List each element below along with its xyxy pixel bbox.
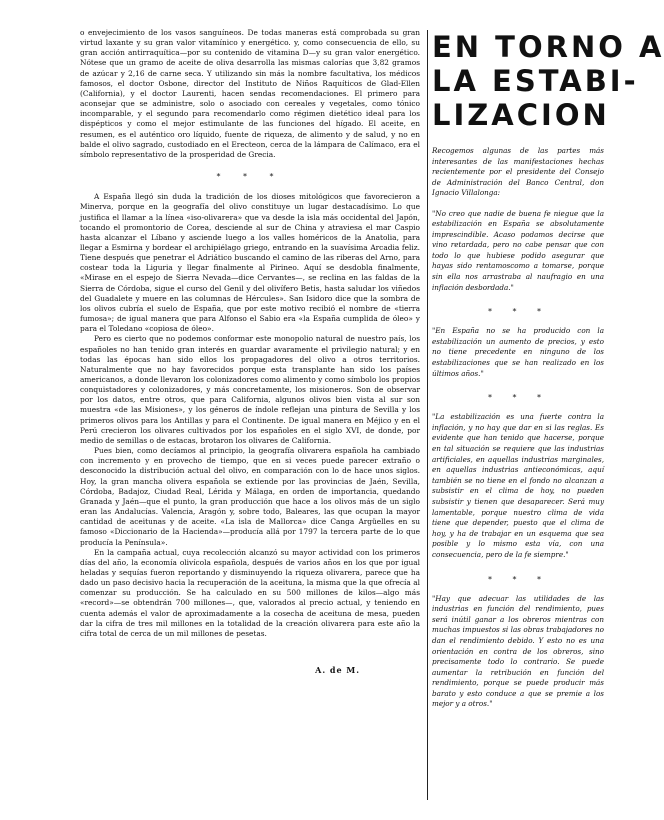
column-divider — [427, 30, 428, 800]
section-separator: * * * — [216, 172, 284, 182]
sidebar-quote-4: "Hay que adecuar las utilidades de las industrias en función del rendimiento, pues será inútil ganar a los obreros mientras con muchas impuestos si las obras trabajadores no dan el rendimiento debido. Y esto no es una orientación en contra de los obreros, sino precisamente todo lo contrario. Se puede aumentar la retribución en función del rendimiento, porque se puede producir más barato y esto conduce a que se premie a los mejor y a otros." — [432, 593, 604, 709]
sidebar-quote-2: "En España no se ha producido con la estabilización un aumento de precios, y esto no tiene precedente en ninguno de los estabilizaciones que se han realizado en los últimos años." — [432, 326, 604, 378]
headline-line-2: LA ESTABI- — [432, 64, 639, 98]
article-body-column — [80, 28, 420, 675]
quote-separator-1: * * * — [487, 307, 551, 317]
article-paragraph-5: En la campaña actual, cuya recolección alcanzó su mayor actividad con los primeros días del año, la economía olivícola española, después de varios años en los que por igual heladas y sequías fueron reportando y disminuyendo la riqueza olivarera, parece que ha dado un paso decisivo hacia la recuperación de la aceituna, la misma que la que ofrecía al comenzar su producción. Se ha calculado en su 500 millones de kilos—algo más «record»—se obtendrán 700 millones—, que, valorados al precio actual, y teniendo en cuenta además el valor de aproximadamente a la cosecha de aceituna de mesa, pueden dar la cifra de tres mil millones en la totalidad de la creación olivarera para este año la cifra total de cerca de un mil millones de pesetas. — [80, 547, 420, 638]
headline-line-3: LIZACION — [432, 98, 610, 132]
quote-separator-3: * * * — [487, 574, 551, 584]
article-paragraph-2: A España llegó sin duda la tradición de los dioses mitológicos que favorecieron a Minerva, porque en la geografía del olivo constituye un lugar destacadísimo. Lo que justifica el llamar a la línea «iso-olivarera» que va desde la isla más occidental del Japón, tocando el promontorio de Corea, desciende al sur de China y atraviesa el mar Caspio hasta alcanzar el Líbano y asciende luego a los valles homéricos de la Anatolia, para llegar a Esmirna y bordear el archipiélago griego, entrando en la suavísima Arcadia feliz. Tiene después que penetrar el Adriático buscando el camino de las riberas del Arno, para costear toda la Liguria y llegar finalmente al Pirineo. Aquí se desdobla finalmente, «Mirase en el espejo de Sierra Nevada—dice Cervantes—, se reclina en las faldas de la Sierra de Córdoba, sigue el curso del Genil y del olivífero Betis, hasta saludar los viñedos del Guadalete y muere en las columnas de Hércules». San Isidoro dice que la sombra de los olivos cubría el suelo de España, que por este motivo recibió el nombre de «tierra fumosa»; de igual manera que para Alfonso el Sabio era «la España cumplida de óleo» y para el Toledano «copiosa de óleo». — [80, 192, 420, 334]
article-paragraph-1: o envejecimiento de los vasos sanguíneos. De todas maneras está comprobada su gran virtud laxante y su gran valor vitamínico y energético. y, como consecuencia de ello, su gran acción antirraquítica—por su contenido de vitamina D—y su gran valor energético. Nótese que un gramo de aceite de oliva desarrolla las mismas calorías que 3,82 gramos de azúcar y 2,16 de carne seca. Y utilizando sin más la nombre facultativa, los médicos famosos, el doctor Osbone, director del Instituto de Niños Raquíticos de Glad-Ellen (California), y el doctor Laurenti, hacen sendas recomendaciones. El primero para aconsejar que se administre, solo o asociado con cereales y vegetales, como tónico incomparable, y el segundo para recomendarlo como régimen dietético ideal para los dispépticos y como el mejor estimulante de las funciones del hígado. El aceite, en resumen, es el auténtico oro líquido, fuente de riqueza, de alimento y de salud, y no en balde el olivo sagrado, custodiado en el Erecteon, cerca de la lámpara de Calímaco, era el símbolo representativo de la prosperidad de Grecia. — [80, 28, 420, 159]
sidebar-quote-1: "No creo que nadie de buena fe niegue que la estabilización en España se absolutamente imprescindible. Acaso podamos decirse que vino retardada, pero no cabe pensar que con todo lo que hubiese podido asegurar que hayas sido rentamoscomo a tomarse, porque sin ella nos arrastraba al naufragio en una inflación desbordada." — [432, 208, 604, 292]
article-paragraph-3: Pero es cierto que no podemos conformar este monopolio natural de nuestro país, los españoles no han tenido gran interés en guardar avaramente el privilegio natural; y en todas las épocas han sido ellos los propagadores del olivo a otros territorios. Naturalmente que no hay favorecidos porque esta transplante han sido los países americanos, a donde llevaron los colonizadores como alimento y como símbolo los propios conquistadores y colonizadores, y más concretamente, los misioneros. Son de observar por los datos, entre otros, que para California, algunos olivos bien vista al sur son muestra «de las Misiones», y los géneros de índole reflejan una pintura de Sevilla y los primeros olivos para los Antillas y para el Continente. De igual manera en Méjico y en el Perú crecieron los olivares cultivados por los españoles en el siglo XVI, de donde, por medio de semillas o de estacas, brotaron los olivares de California. — [80, 334, 420, 445]
quote-separator-2: * * * — [487, 393, 551, 403]
author-signature: A. de M. — [315, 665, 360, 676]
sidebar-headline — [432, 30, 664, 132]
sidebar-column — [430, 30, 664, 710]
sidebar-quote-3: "La estabilización es una fuerte contra la inflación, y no hay que dar en si las reglas. Es evidente que han tenido que hacerse, porque en tal situación se requiere que las industrias artificiales, en aquellas industrias marginales, en aquellas industrias antieconómicas, aquí también se no tiene en el fondo no alcanzan a subsistir en el clima de hoy, no pueden subsistir y tienen que desaparecer. Será muy lamentable, porque nuestro clima de vida tiene que depender, puesto que el clima de hoy, y ha de trabajar en un esquema que sea posible y lo mismo esta vía, con una consecuencia, pero de la fe siempre." — [432, 412, 604, 559]
headline-line-1: EN TORNO A — [432, 30, 664, 64]
sidebar-intro: Recogemos algunas de las partes más interesantes de las manifestaciones hechas recientemente por el presidente del Consejo de Administración del Banco Central, don Ignacio Villalonga: — [432, 146, 604, 197]
article-paragraph-4: Pues bien, como decíamos al principio, la geografía olivarera española ha cambiado con incremento y en provecho de tiempo, que en si veces puede parecer extraño o desconocido la distribución actual del olivo, en comparación con lo de hace unos siglos. Hoy, la gran mancha olivera española se extiende por las provincias de Jaén, Sevilla, Córdoba, Badajoz, Ciudad Real, Lérida y Málaga, en orden de importancia, quedando Granada y Jaén—que el punto, la gran producción que hace a los olivos más de un siglo eran las Andalucías. Valencia, Aragón y, sobre todo, Baleares, las que ocupan la mayor cantidad de aceitunas y de aceite. «La isla de Mallorca» dice Canga Argüelles en su famoso «Diccionario de la Hacienda»—producía allá por 1797 la tercera parte de lo que producía la Península». — [80, 446, 420, 547]
